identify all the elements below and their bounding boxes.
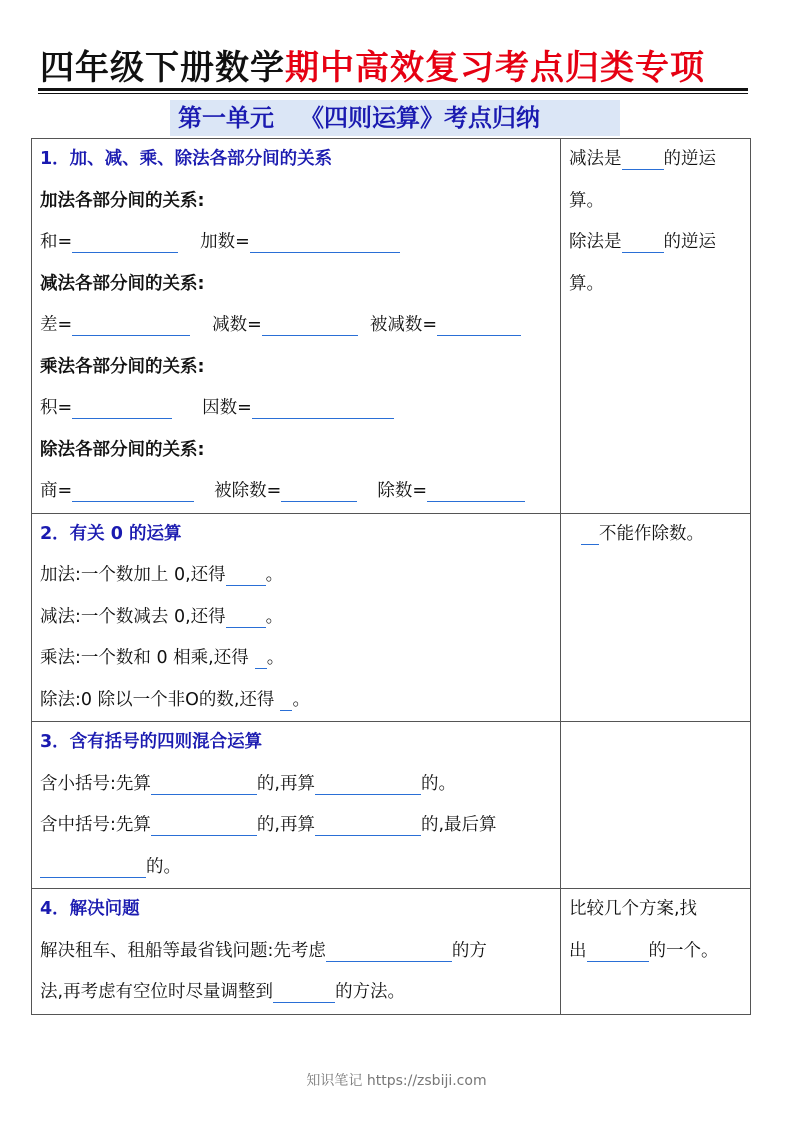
paren-end: 的。 (420, 773, 456, 794)
blank-divisor[interactable] (427, 477, 525, 502)
subtitle-topic: 《四则运算》考点归纳 (300, 104, 540, 132)
zero-sub-line (32, 597, 560, 639)
blank-problem-adjust[interactable] (273, 978, 335, 1003)
zero-mul-end: 。 (266, 648, 285, 668)
page-title (40, 44, 752, 92)
blank-quotient[interactable] (72, 477, 194, 502)
section-4-heading: 4．解决问题 (40, 899, 140, 919)
div-line (32, 471, 560, 513)
section-1-left (32, 139, 561, 514)
inverse-sub-end: 算。 (569, 190, 604, 211)
zero-div-end: 。 (292, 689, 310, 710)
footer-watermark: 知识笔记 https://zsbiji.com (306, 1073, 487, 1089)
zero-sub-end: 。 (265, 606, 284, 627)
label-subtrahend: 减数= (212, 315, 262, 335)
blank-zero-mul[interactable] (255, 644, 267, 669)
problem-text-1: 解决租车、租船等最省钱问题:先考虑 (40, 940, 326, 961)
zero-div-text: 除法:0 除以一个非O的数,还得 (40, 689, 275, 710)
inverse-sub-tail: 的逆运 (663, 149, 716, 169)
zero-divisor-note (561, 514, 750, 556)
div-title: 除法各部分间的关系: (40, 439, 205, 460)
section-3-heading: 3．含有括号的四则混合运算 (40, 732, 263, 752)
label-minuend: 被减数= (369, 315, 438, 335)
blank-minuend[interactable] (437, 311, 521, 336)
blank-inverse-sub[interactable] (622, 145, 664, 170)
blank-zero-sub[interactable] (226, 603, 266, 628)
section-4-row (32, 889, 751, 1015)
sub-title: 减法各部分间的关系: (40, 273, 205, 294)
section-2-heading: 2．有关 0 的运算 (40, 523, 182, 544)
section-3-left (32, 722, 561, 889)
compare-line-1: 比较几个方案,找 (569, 899, 698, 919)
blank-zero-divisor[interactable] (581, 520, 599, 545)
label-factor: 因数= (202, 398, 252, 418)
zero-add-end: 。 (265, 565, 284, 585)
inverse-div-label: 除法是 (569, 232, 622, 252)
problem-line-1 (32, 931, 560, 973)
blank-addend[interactable] (250, 228, 400, 253)
blank-problem-first[interactable] (326, 937, 452, 962)
bracket-first-label: 含中括号:先算 (40, 815, 151, 835)
paren-first-label: 含小括号:先算 (40, 773, 151, 794)
sub-line (32, 305, 560, 347)
section-3-right (561, 722, 751, 889)
compare-text: 出 (569, 940, 587, 961)
unit-subtitle (170, 100, 620, 136)
zero-add-text: 加法:一个数加上 0,还得 (40, 565, 226, 585)
paren-then-label: 的,再算 (256, 773, 315, 794)
zero-div-line (32, 680, 560, 722)
blank-compare[interactable] (587, 937, 649, 962)
compare-line-2 (561, 931, 750, 973)
blank-zero-div[interactable] (280, 686, 292, 711)
zero-divisor-text: 不能作除数。 (599, 523, 704, 544)
zero-add-line (32, 555, 560, 597)
section-4-right (561, 889, 751, 1015)
label-addend: 加数= (200, 232, 250, 252)
problem-line-2 (32, 972, 560, 1014)
label-dividend: 被除数= (214, 481, 282, 501)
problem-text-2-tail: 的方法。 (335, 982, 406, 1002)
blank-inverse-div[interactable] (622, 228, 664, 253)
blank-bracket-first[interactable] (151, 811, 257, 836)
bracket-end: 的。 (146, 856, 181, 877)
blank-bracket-last[interactable] (40, 853, 146, 878)
problem-text-2: 法,再考虑有空位时尽量调整到 (40, 982, 274, 1002)
blank-subtrahend[interactable] (262, 311, 358, 336)
blank-zero-add[interactable] (226, 561, 266, 586)
title-red-part: 期中高效复习考点归类专项 (285, 48, 705, 88)
blank-paren-first[interactable] (151, 770, 257, 795)
section-2-left (32, 513, 561, 722)
add-line (32, 222, 560, 264)
label-quotient: 商= (40, 481, 73, 501)
title-black-part: 四年级下册数学 (40, 48, 285, 88)
blank-bracket-then[interactable] (315, 811, 421, 836)
inverse-div-line (561, 222, 750, 264)
zero-mul-line (32, 638, 560, 680)
label-difference: 差= (40, 315, 73, 335)
blank-sum[interactable] (72, 228, 178, 253)
label-sum: 和= (40, 232, 73, 252)
label-product: 积= (40, 398, 73, 418)
blank-difference[interactable] (72, 311, 190, 336)
title-rule-thick (38, 88, 748, 91)
zero-sub-text: 减法:一个数减去 0,还得 (40, 606, 226, 627)
inverse-sub-label: 减法是 (569, 149, 622, 169)
problem-text-1-tail: 的方 (451, 940, 487, 961)
section-1-row (32, 139, 751, 514)
blank-factor[interactable] (252, 394, 394, 419)
inverse-div-end: 算。 (569, 273, 604, 294)
section-1-heading: 1．加、减、乘、除法各部分间的关系 (40, 149, 333, 169)
section-1-right (561, 139, 751, 514)
zero-mul-text: 乘法:一个数和 0 相乘,还得 (40, 648, 249, 668)
blank-paren-then[interactable] (315, 770, 421, 795)
section-2-row (32, 513, 751, 722)
inverse-div-tail: 的逆运 (663, 232, 716, 252)
summary-table (31, 138, 751, 1015)
section-2-right (561, 513, 751, 722)
title-rule-thin (38, 93, 748, 94)
bracket-then-label: 的,再算 (256, 815, 315, 835)
section-4-left (32, 889, 561, 1015)
parentheses-line (32, 764, 560, 806)
subtitle-unit: 第一单元 (178, 104, 274, 132)
add-title: 加法各部分间的关系: (40, 190, 205, 211)
brackets-line (32, 805, 560, 847)
mul-line (32, 388, 560, 430)
section-3-row (32, 722, 751, 889)
brackets-line-2 (32, 847, 560, 889)
inverse-sub-line (561, 139, 750, 181)
mul-title: 乘法各部分间的关系: (40, 356, 205, 377)
blank-dividend[interactable] (281, 477, 357, 502)
label-divisor: 除数= (377, 481, 428, 501)
compare-tail: 的一个。 (648, 940, 719, 961)
blank-product[interactable] (72, 394, 172, 419)
bracket-last-label: 的,最后算 (420, 815, 497, 835)
